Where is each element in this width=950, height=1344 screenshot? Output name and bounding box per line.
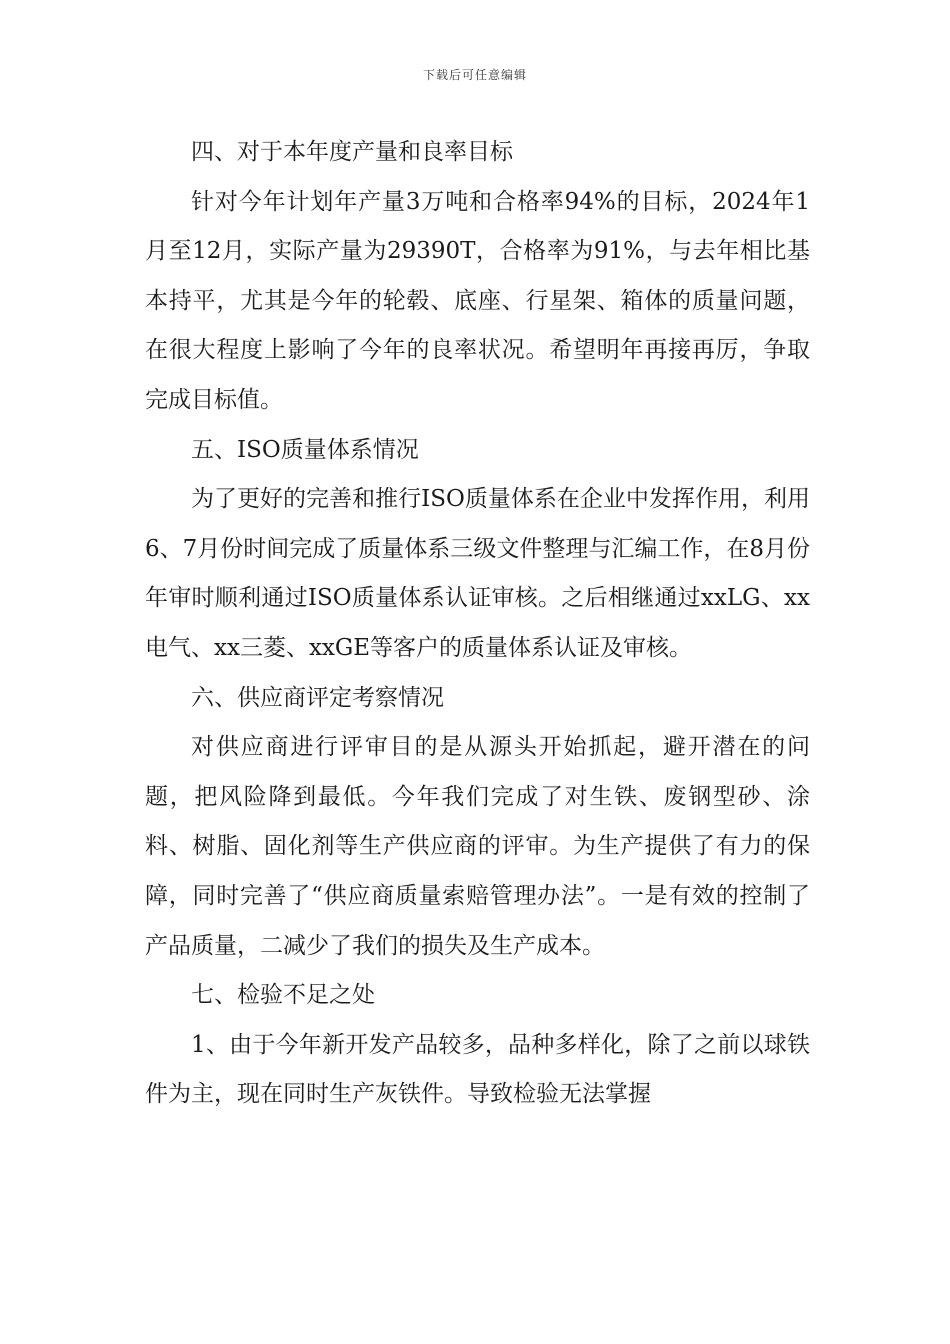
- paragraph-supplier-review: 对供应商进行评审目的是从源头开始抓起，避开潜在的问题，把风险降到最低。今年我们完成了对生铁、废钢型砂、涂料、树脂、固化剂等生产供应商的评审。为生产提供了有力的保障，同时完善了“供应商质量索赔管理办法”。一是有效的控制了产品质量，二减少了我们的损失及生产成本。: [145, 734, 810, 959]
- section-heading-production-yield: 四、对于本年度产量和良率目标: [191, 139, 513, 165]
- page-header-note: 下载后可任意编辑: [422, 68, 527, 82]
- document-body: [145, 128, 810, 1120]
- section-heading-iso-quality: 五、ISO质量体系情况: [191, 436, 419, 463]
- paragraph-iso-quality: 为了更好的完善和推行ISO质量体系在企业中发挥作用，利用6、7月份时间完成了质量体系三级文件整理与汇编工作，在8月份年审时顺利通过ISO质量体系认证审核。之后相继通过xxLG、xx电气、xx三菱、xxGE等客户的质量体系认证及审核。: [145, 486, 810, 661]
- section-heading-supplier-review: 六、供应商评定考察情况: [191, 684, 444, 711]
- paragraph-inspection-shortcomings: 1、由于今年新开发产品较多，品种多样化，除了之前以球铁件为主，现在同时生产灰铁件。导致检验无法掌握: [145, 1031, 810, 1108]
- paragraph-production-yield: 针对今年计划年产量3万吨和合格率94%的目标，2024年1月至12月，实际产量为29390T，合格率为91%，与去年相比基本持平，尤其是今年的轮毂、底座、行星架、箱体的质量问题，在很大程度上影响了今年的良率状况。希望明年再接再厉，争取完成目标值。: [145, 188, 810, 413]
- section-heading-inspection-shortcomings: 七、检验不足之处: [191, 982, 375, 1009]
